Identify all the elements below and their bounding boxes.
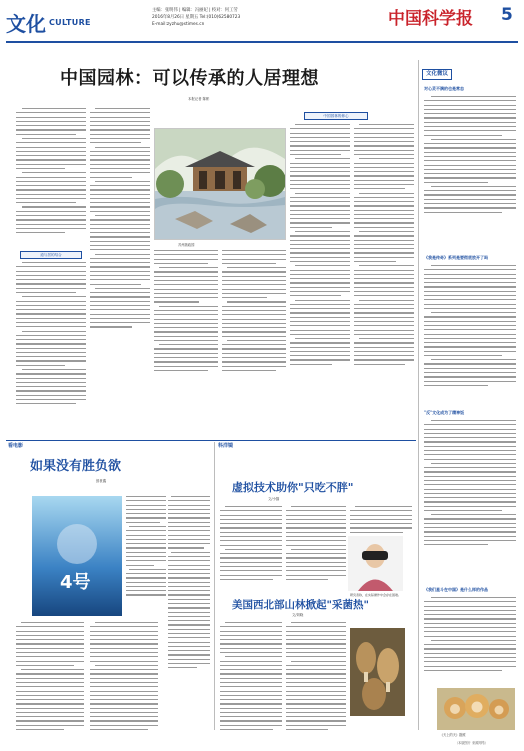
article-column-1b <box>16 262 86 408</box>
sidebar-item-body-2 <box>424 265 516 389</box>
science-section-band: 科洋镜 <box>218 443 234 449</box>
header-email: E-mail:zyzhu@stimes.cn <box>152 22 205 27</box>
mushroom-illustration <box>350 628 405 716</box>
bottom-divider <box>214 442 215 730</box>
sidebar-item-title-2: 《我是传奇》系列是要彻底放开了吗 <box>424 255 488 260</box>
garden-illustration <box>155 129 285 239</box>
film-poster-art <box>32 496 122 616</box>
article-column-5 <box>290 124 350 368</box>
sidebar-photo-caption: 《天上的天》剧照 <box>440 733 466 737</box>
sidebar-item-body-1 <box>424 96 516 216</box>
mushroom-article-title: 美国西北部山林掀起"采菌热" <box>232 599 369 611</box>
film-column-1 <box>126 496 166 599</box>
bottom-section-rule <box>6 440 416 441</box>
article-column-2 <box>90 108 150 331</box>
vr-photo-caption: 研究者称，在实际操作中会存在困难。 <box>350 593 402 597</box>
header-rule <box>6 41 518 43</box>
sidebar-photo <box>437 688 515 730</box>
vr-illustration <box>348 536 403 591</box>
header-meta <box>152 7 240 28</box>
masthead-logo: 中国科学报 <box>388 9 473 29</box>
article-column-4 <box>222 250 286 374</box>
header-editor: 主编：张明伟 | 编辑：冯丽妃 | 校对：何工劳 <box>152 8 238 13</box>
mushroom-column-1 <box>220 622 282 733</box>
film-poster <box>32 496 122 616</box>
film-article-byline: 郎世鑫 <box>96 479 107 483</box>
vr-article-title: 虚拟技术助你"只吃不胖" <box>232 481 354 494</box>
film-article-title: 如果没有胜负欲 <box>30 459 122 474</box>
monkey-illustration <box>437 688 515 730</box>
main-headline: 中国园林：可以传承的人居理想 <box>60 68 319 89</box>
sidebar-item-title-4: 《我们星斗在中国》是什么样的作品 <box>424 587 488 592</box>
mushroom-photo <box>350 628 405 716</box>
film-column-4 <box>168 496 210 672</box>
vr-column-2 <box>286 506 346 583</box>
vr-column-1 <box>220 506 282 583</box>
page-header <box>0 0 524 46</box>
mushroom-column-2 <box>286 622 346 733</box>
sidebar-divider <box>418 60 419 730</box>
section-subtitle: CULTURE <box>49 18 91 27</box>
photo-caption: 苏州拙政园 <box>178 243 195 247</box>
sidebar-header <box>422 69 522 80</box>
sidebar-item-title-1: 对心灵不满的也是常态 <box>424 86 464 91</box>
sidebar-item-title-3: "反"文化成为了精神饭 <box>424 410 465 415</box>
film-poster-text: 4号 <box>60 572 91 593</box>
film-column-2 <box>16 622 84 733</box>
footer-note: （本版图片 来源网络） <box>455 741 488 745</box>
section-title: 文化 <box>6 12 46 36</box>
sidebar-badge: 文化微议 <box>422 69 452 80</box>
main-byline: 本报记者 陈彬 <box>188 97 210 101</box>
film-section-band: 看电影 <box>8 443 24 449</box>
vr-photo <box>348 536 403 591</box>
mushroom-article-byline: 文/刘晓 <box>292 613 304 617</box>
film-column-3 <box>90 622 158 733</box>
sidebar-item-body-4 <box>424 597 516 674</box>
header-date: 2016年8月26日 星期五 Tel:(010)62580723 <box>152 15 241 20</box>
vr-article-byline: 文/小猫 <box>268 497 280 501</box>
article-column-3 <box>154 250 218 374</box>
vr-column-3 <box>350 506 412 536</box>
sidebar-item-body-3 <box>424 420 516 548</box>
subhead-2: 中国园林的修心 <box>304 112 368 120</box>
subhead-1: 道与居的结合 <box>20 251 82 259</box>
page-number: 5 <box>501 5 513 25</box>
article-column-1 <box>16 108 86 236</box>
garden-photo <box>154 128 286 240</box>
article-column-6 <box>354 124 414 368</box>
